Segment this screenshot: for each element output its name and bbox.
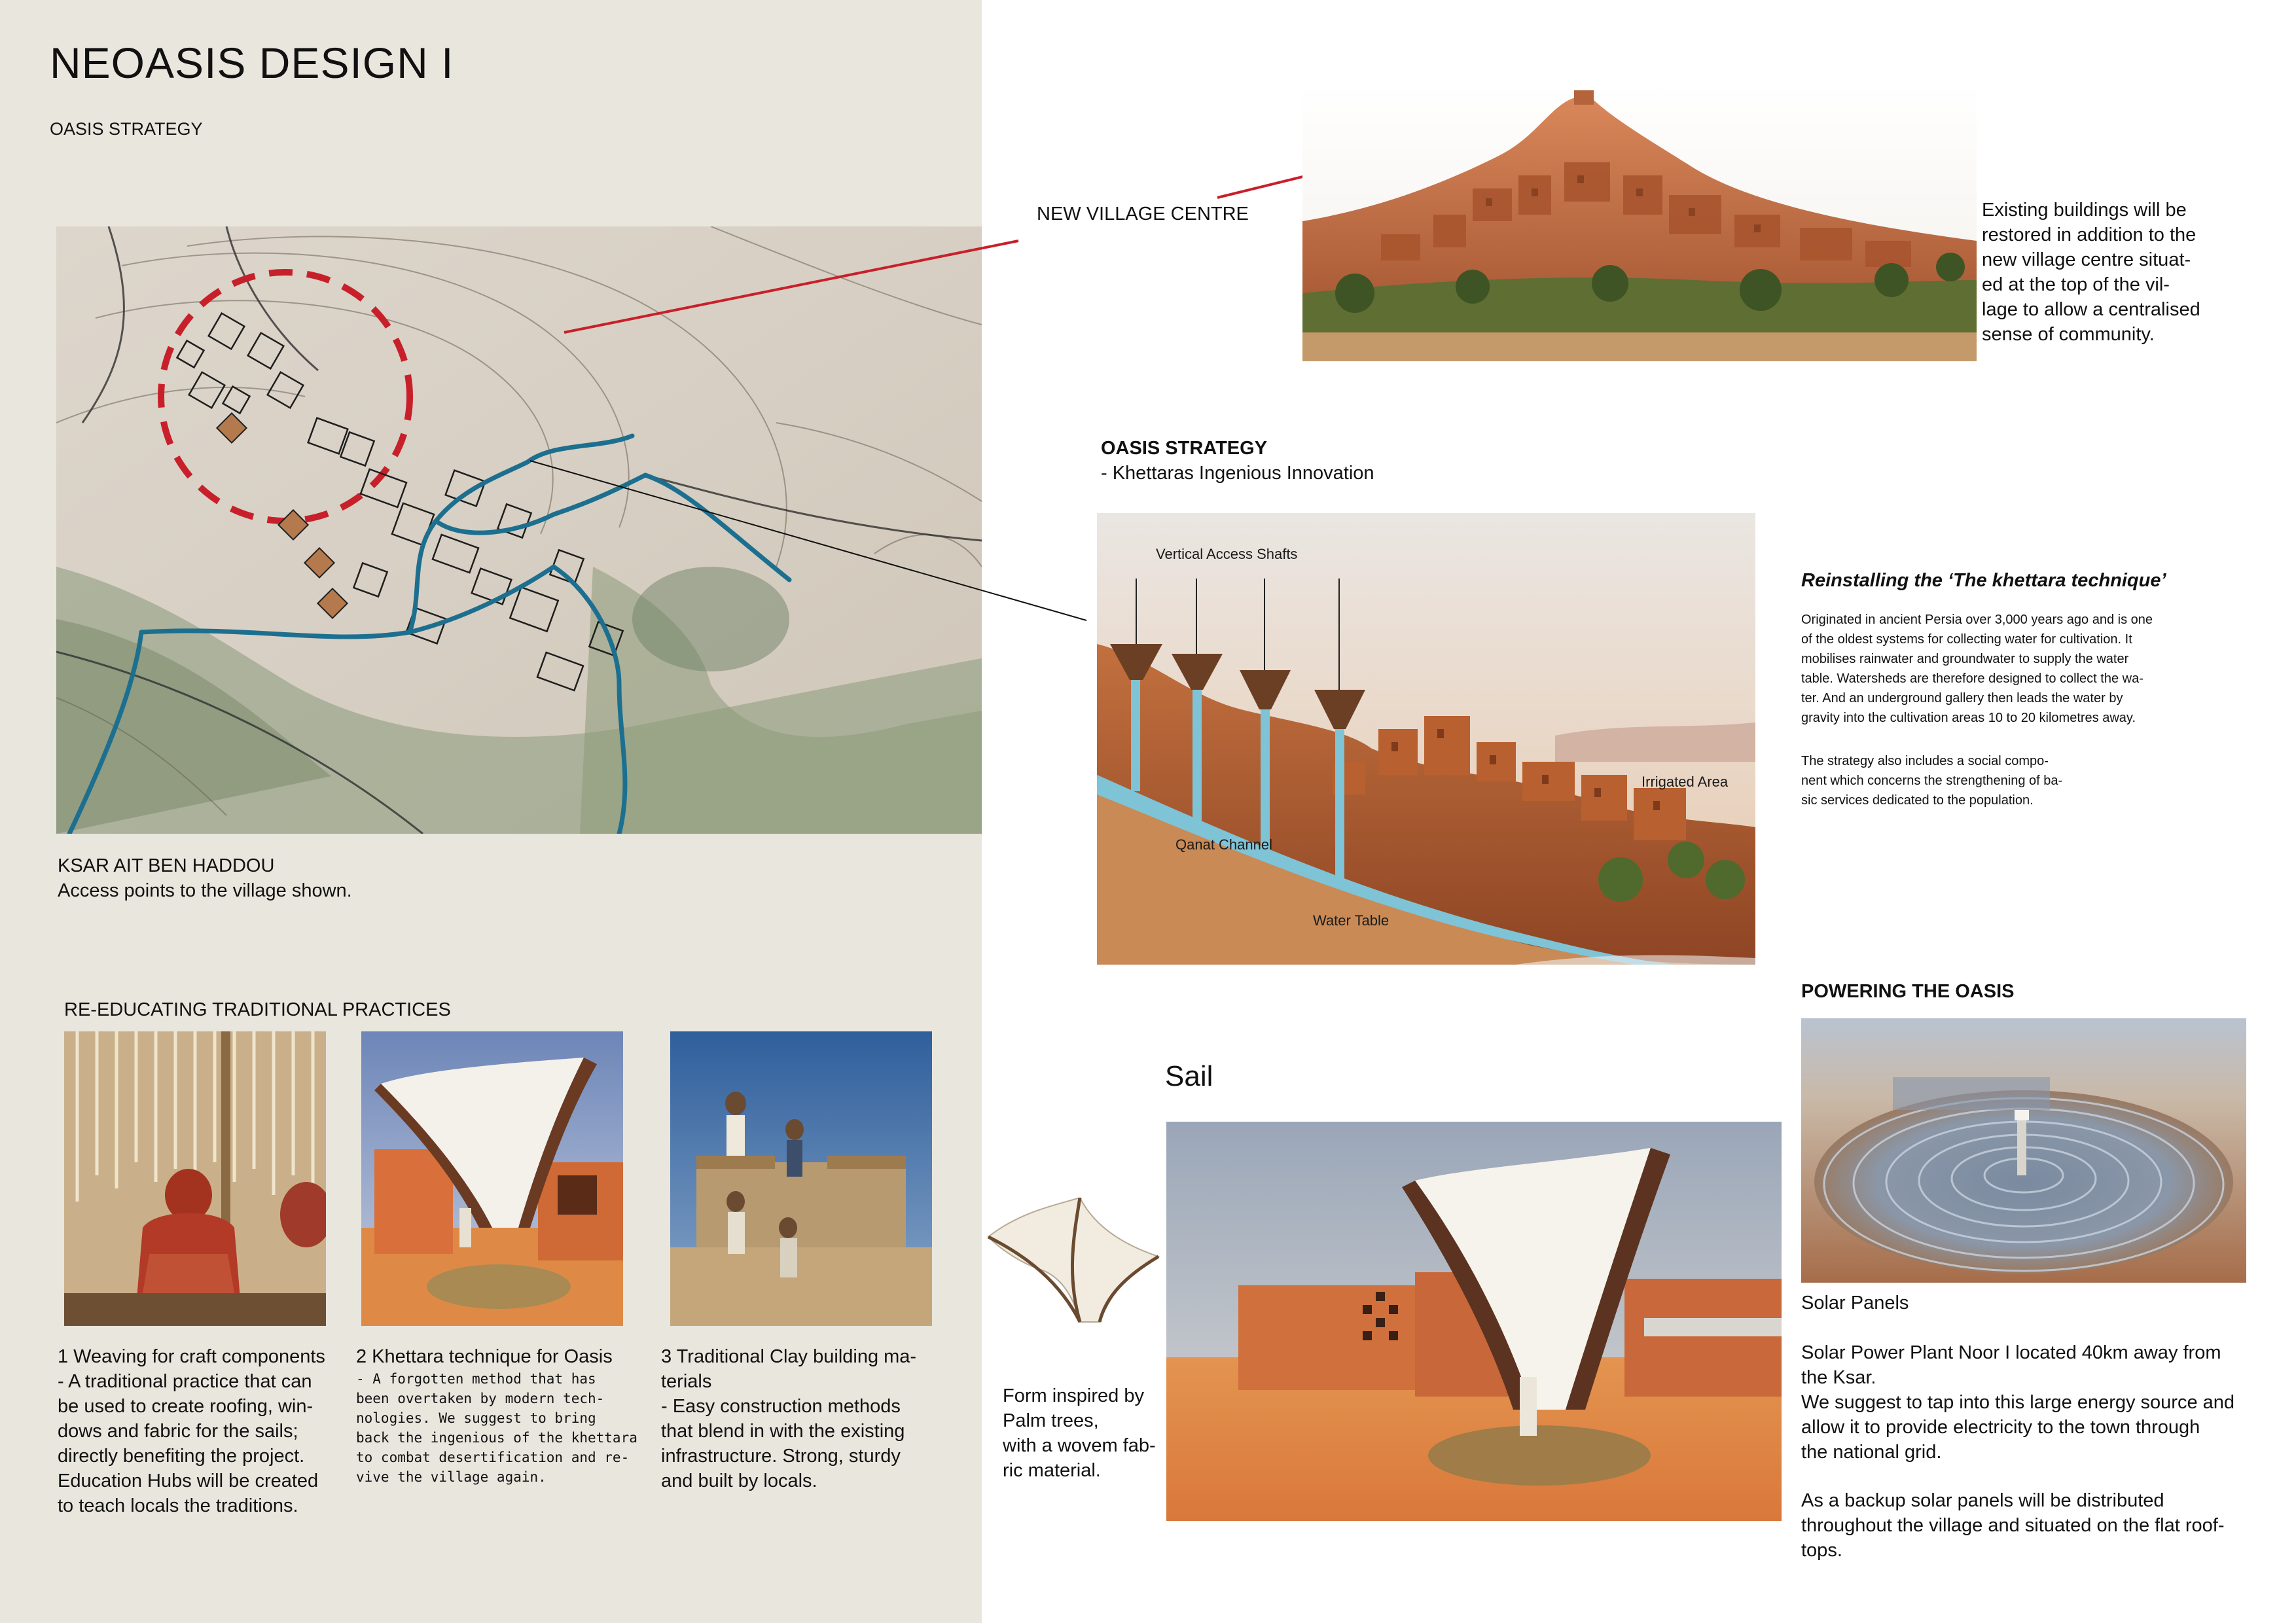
village-centre-description: Existing buildings will be restored in addition to the new village centre situat- ed at the top of the vil- lage to allow a centralised sense of community.	[1982, 200, 2200, 345]
powering-heading: POWERING THE OASIS	[1801, 981, 2015, 1002]
khettara-heading: Reinstalling the ‘The khettara technique’	[1801, 570, 2166, 591]
solar-panels-caption: Solar Panels	[1801, 1293, 1909, 1313]
oasis-strategy-subheading: - Khettaras Ingenious Innovation	[1101, 463, 1374, 484]
sail-render	[1166, 1122, 1782, 1521]
practices-heading: RE-EDUCATING TRADITIONAL PRACTICES	[64, 999, 451, 1020]
practice-item-weaving: 1 Weaving for craft components - A traditional practice that can be used to create roofing, win- dows and fabric for the sails; directly benefiting the project. Education Hubs will be created to teach locals the traditions.	[58, 1346, 325, 1516]
page-subtitle: OASIS STRATEGY	[50, 119, 203, 139]
page-title: NEOASIS DESIGN I	[50, 39, 454, 87]
practice-item-khettara: - A forgotten method that has been overtaken by modern tech- nologies. We suggest to bring back the ingenious of the khettara to combat desertification and re- vive the village again.	[356, 1371, 637, 1485]
khettara-sail-photo	[361, 1031, 623, 1326]
map-caption-title: KSAR AIT BEN HADDOU	[58, 855, 275, 876]
label-qanat-channel: Qanat Channel	[1175, 836, 1272, 853]
khettara-diagram	[1097, 513, 1755, 965]
map-caption-text: Access points to the village shown.	[58, 880, 352, 901]
solar-plant-photo	[1801, 1018, 2246, 1283]
new-village-centre-label: NEW VILLAGE CENTRE	[1037, 204, 1249, 224]
practice-item-khettara-title: 2 Khettara technique for Oasis	[356, 1346, 613, 1367]
khettara-paragraph-2: The strategy also includes a social compo- nent which concerns the strengthening of ba- sic services dedicated to the population.	[1801, 754, 2063, 808]
label-water-table: Water Table	[1313, 912, 1390, 929]
sail-label: Sail	[1165, 1060, 1213, 1092]
sail-form-model	[982, 1198, 1165, 1329]
clay-building-photo	[670, 1031, 932, 1326]
powering-paragraph-2: As a backup solar panels will be distributed throughout the village and situated on the flat roof- tops.	[1801, 1490, 2225, 1561]
label-irrigated-area: Irrigated Area	[1641, 774, 1729, 790]
powering-paragraph-1: Solar Power Plant Noor I located 40km away from the Ksar. We suggest to tap into this large energy source and allow it to provide electricity to the town through the national grid.	[1801, 1342, 2235, 1463]
sail-form-description: Form inspired by Palm trees, with a wovem fab- ric material.	[1003, 1385, 1156, 1481]
oasis-strategy-heading: OASIS STRATEGY	[1101, 438, 1268, 459]
village-photo	[1302, 84, 1977, 361]
label-vertical-access-shafts: Vertical Access Shafts	[1156, 546, 1298, 562]
khettara-paragraph-1: Originated in ancient Persia over 3,000 years ago and is one of the oldest systems for collecting water for cultivation. It mobilises rainwater and groundwater to supply the water table. Watersheds are therefore designed to collect the wa- ter. And an underground gallery then leads the water by gravity into the cultivation areas 10 to 20 kilometres away.	[1801, 613, 2153, 725]
practice-item-clay: 3 Traditional Clay building ma- terials - Easy construction methods that blend in with the existing infrastructure. Strong, sturdy and built by locals.	[661, 1346, 917, 1491]
weaving-photo	[64, 1031, 326, 1326]
